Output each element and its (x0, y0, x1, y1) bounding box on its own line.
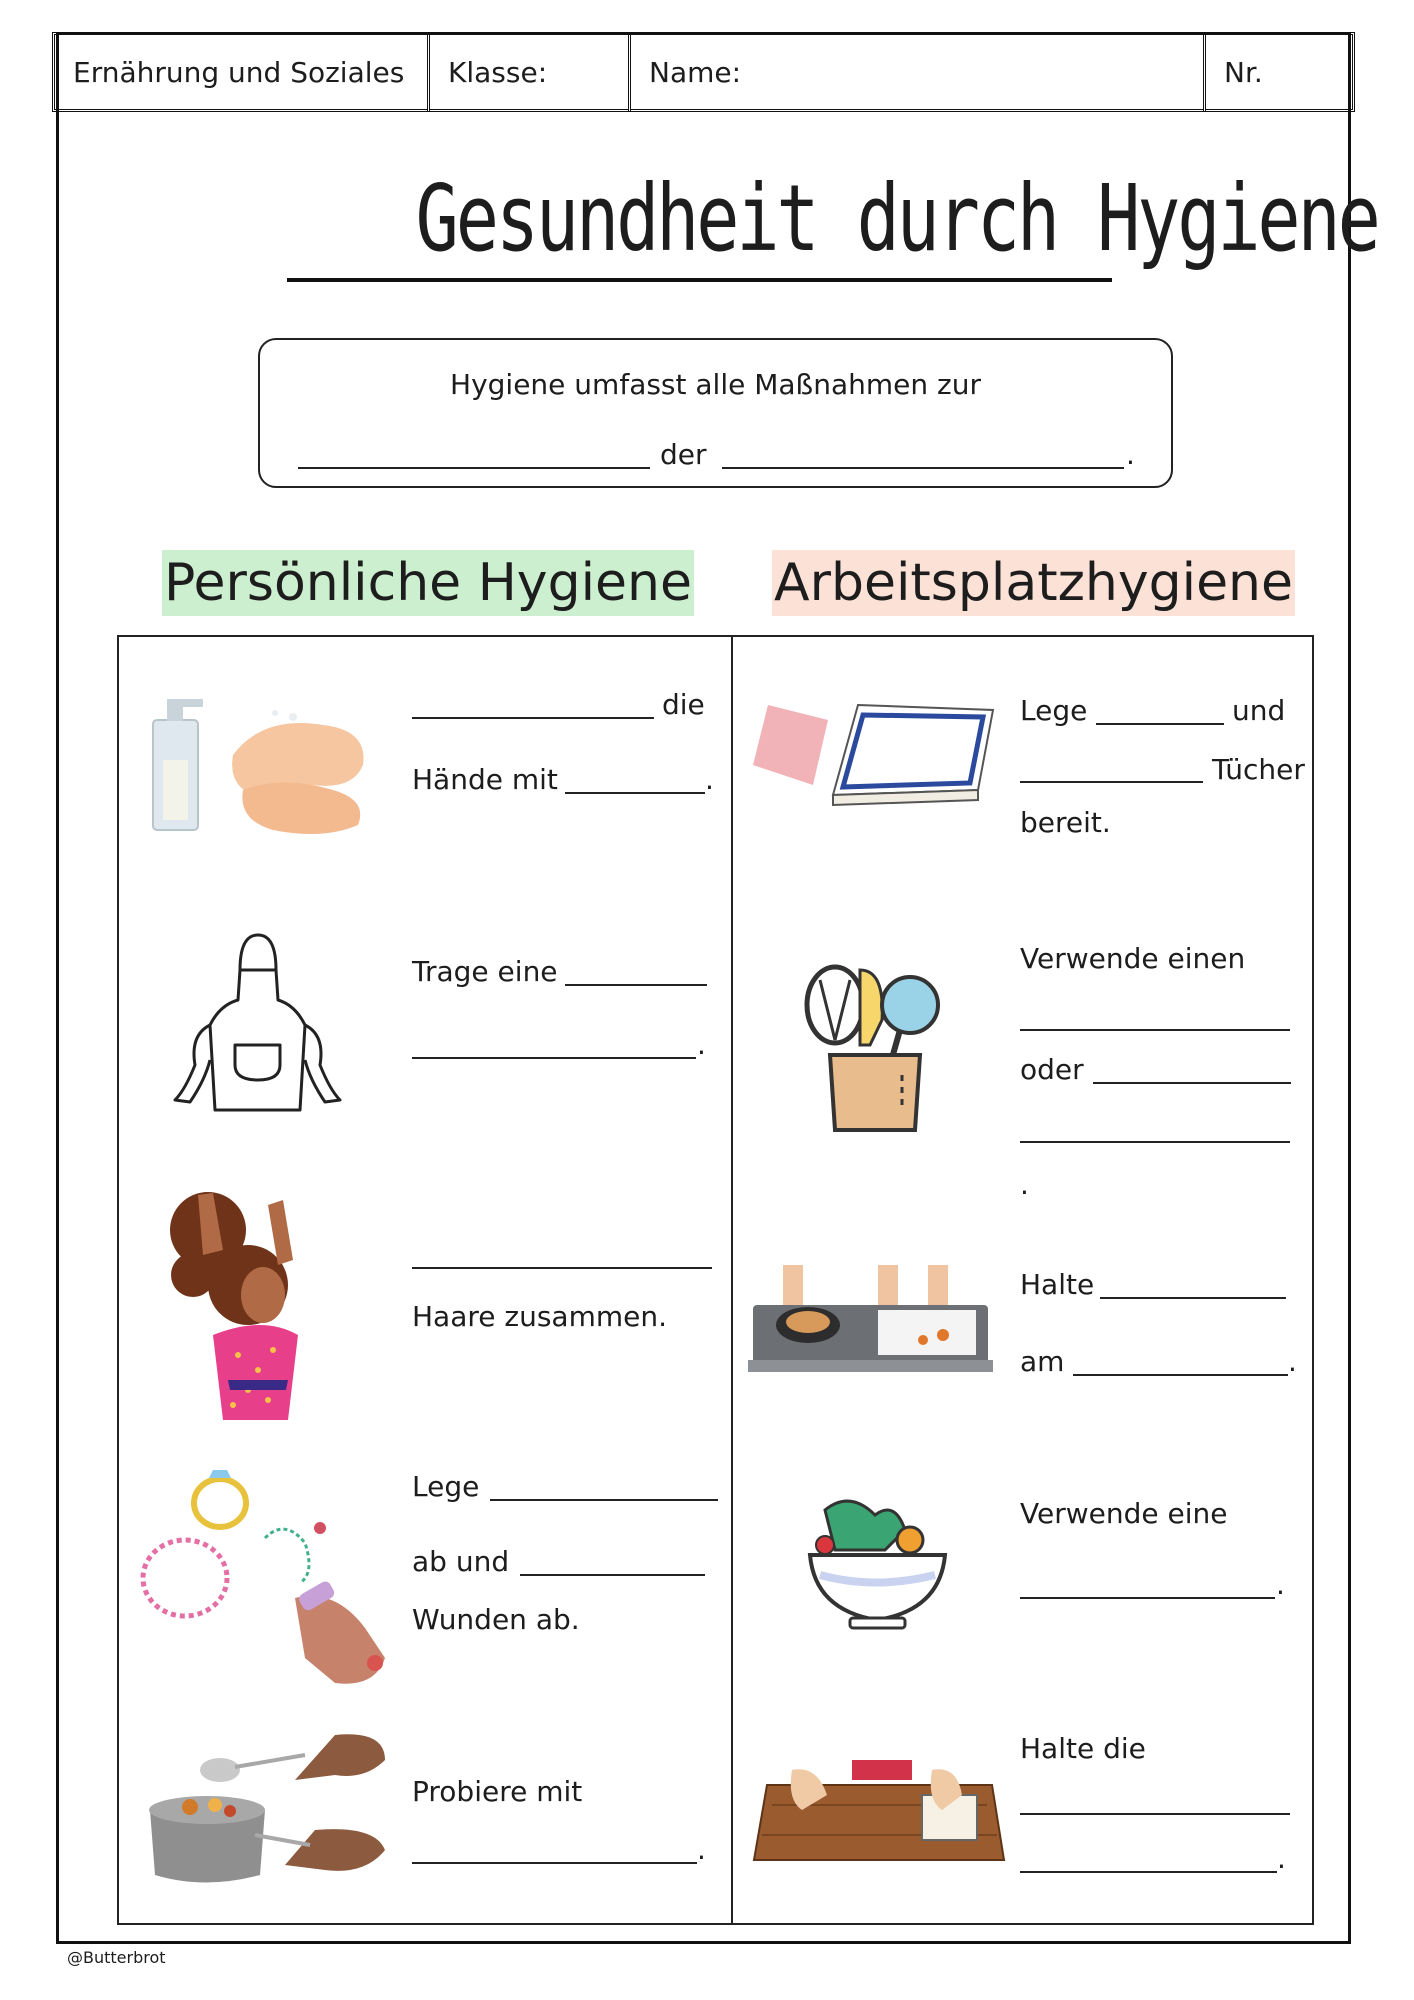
apron-text-1: Trage eine (412, 955, 558, 988)
number-field[interactable]: Nr. (1203, 32, 1355, 112)
title-underline (287, 278, 1112, 282)
blank-towels-1[interactable] (1096, 723, 1224, 725)
footer-credit: @Butterbrot (67, 1948, 166, 1967)
page-title: Gesundheit durch Hygiene (415, 165, 1378, 272)
workplace-hygiene-heading: Arbeitsplatzhygiene (772, 550, 1295, 616)
blank-board-1[interactable] (1020, 1813, 1290, 1815)
blank-apron-2[interactable] (412, 1057, 696, 1059)
apron-period: . (697, 1028, 706, 1061)
blank-jewelry-2[interactable] (520, 1574, 705, 1576)
blank-jewelry-1[interactable] (490, 1499, 718, 1501)
blank-board-2[interactable] (1020, 1871, 1277, 1873)
tasting-text: Probiere mit (412, 1775, 583, 1808)
jewelry-and-bandage-icon (135, 1458, 405, 1702)
stations-period: . (1288, 1345, 1297, 1378)
hair-text: Haare zusammen. (412, 1300, 668, 1333)
tasting-period: . (697, 1833, 706, 1866)
utensils-oder: oder (1020, 1053, 1084, 1086)
blank-stations-2[interactable] (1073, 1374, 1288, 1376)
towels-tuecher: Tücher (1212, 753, 1305, 786)
cutting-board-icon (752, 1760, 1007, 1869)
board-text-1: Halte die (1020, 1732, 1146, 1765)
header-table (52, 32, 1355, 112)
handwash-text-1: die (662, 688, 705, 721)
towels-icon (748, 695, 1003, 814)
blank-utensils-2[interactable] (1093, 1082, 1291, 1084)
stations-am: am (1020, 1345, 1065, 1378)
column-divider (731, 635, 733, 1925)
blank-handwash-2[interactable] (565, 792, 705, 794)
blank-salad[interactable] (1020, 1597, 1275, 1599)
handwash-period: . (705, 763, 714, 796)
towels-text-1: Lege (1020, 694, 1088, 727)
personal-hygiene-heading: Persönliche Hygiene (162, 550, 694, 616)
jewelry-text-2: ab und (412, 1545, 510, 1578)
blank-hair[interactable] (412, 1267, 712, 1269)
separate-cooking-stations-icon (748, 1265, 993, 1379)
blank-tasting[interactable] (412, 1862, 697, 1864)
salad-period: . (1276, 1568, 1285, 1601)
definition-box (258, 338, 1173, 488)
name-field[interactable]: Name: (628, 32, 1206, 112)
salad-bowl-icon (805, 1490, 950, 1639)
subject-cell: Ernährung und Soziales (52, 32, 430, 112)
title-container (280, 165, 1378, 272)
towels-and: und (1232, 694, 1286, 727)
utensils-period: . (1020, 1168, 1029, 1201)
blank-handwash-1[interactable] (412, 717, 654, 719)
definition-blank-2[interactable] (722, 467, 1124, 469)
blank-stations-1[interactable] (1100, 1297, 1286, 1299)
kitchen-utensils-icon (790, 960, 950, 1139)
hand-washing-icon (143, 695, 373, 844)
salad-text-1: Verwende eine (1020, 1497, 1228, 1530)
towels-text-3: bereit. (1020, 806, 1111, 839)
blank-utensils-1[interactable] (1020, 1029, 1290, 1031)
utensils-text-1: Verwende einen (1020, 942, 1246, 975)
definition-blank-1[interactable] (298, 467, 650, 469)
definition-connector: der (660, 438, 707, 471)
jewelry-text-1: Lege (412, 1470, 480, 1503)
handwash-text-2: Hände mit (412, 763, 558, 796)
definition-period: . (1126, 438, 1135, 471)
class-field[interactable]: Klasse: (427, 32, 631, 112)
tasting-spoon-icon (135, 1725, 390, 1894)
jewelry-text-3: Wunden ab. (412, 1603, 580, 1636)
blank-utensils-3[interactable] (1020, 1141, 1290, 1143)
apron-icon (170, 930, 345, 1119)
blank-apron-1[interactable] (565, 984, 707, 986)
definition-text: Hygiene umfasst alle Maßnahmen zur (450, 368, 981, 401)
blank-towels-2[interactable] (1020, 781, 1203, 783)
board-period: . (1277, 1842, 1286, 1875)
woman-tying-hair-icon (168, 1185, 328, 1424)
stations-text-1: Halte (1020, 1268, 1095, 1301)
